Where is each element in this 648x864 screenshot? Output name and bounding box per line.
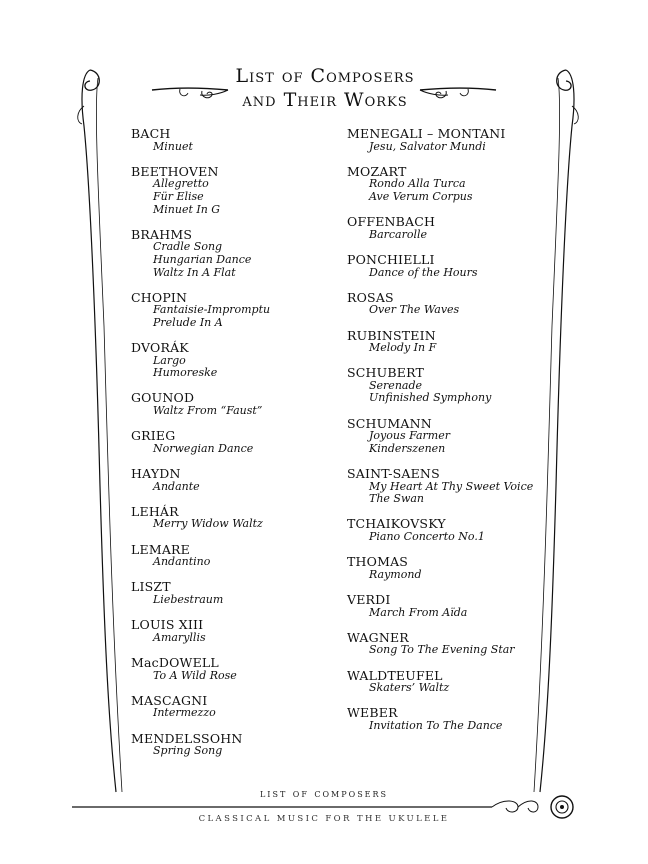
composer-entry: [347, 327, 557, 355]
composer-list-left: [131, 128, 331, 770]
composer-name: WALDTEUFEL: [347, 667, 443, 683]
work-title: Unfinished Symphony: [369, 391, 492, 405]
composer-entry: [131, 430, 331, 455]
vine-left-icon: [68, 66, 128, 796]
composer-entry: [131, 503, 331, 531]
composer-entry: [347, 367, 557, 405]
composer-entry: [131, 289, 331, 330]
page-title-line-1: List of Composers: [235, 65, 415, 87]
composer-entry: [131, 128, 331, 153]
work-title: Amaryllis: [153, 630, 206, 644]
work-title: Barcarolle: [369, 227, 428, 241]
work-title: Over The Waves: [369, 303, 460, 317]
work-title: The Swan: [369, 492, 425, 506]
composer-name: ROSAS: [347, 289, 394, 305]
work-title: Prelude In A: [153, 315, 223, 329]
work-title: Song To The Evening Star: [369, 643, 515, 657]
work-title: Skaters’ Waltz: [369, 681, 450, 695]
composer-entry: [131, 163, 331, 216]
composer-name: MASCAGNI: [131, 692, 208, 708]
work-title: Norwegian Dance: [153, 441, 254, 455]
composer-entry: [347, 591, 557, 619]
work-title: Rondo Alla Turca: [369, 177, 466, 191]
composer-entry: [131, 342, 331, 380]
composer-name: GOUNOD: [131, 390, 195, 406]
work-title: Waltz In A Flat: [153, 265, 236, 279]
composer-name: PONCHIELLI: [347, 251, 435, 267]
work-title: Für Elise: [153, 189, 204, 203]
flourish-right-icon: [418, 78, 498, 108]
composer-name: BACH: [131, 126, 171, 141]
composer-name: MENDELSSOHN: [131, 730, 243, 746]
composer-entry: [131, 654, 331, 682]
work-title: Melody In F: [369, 341, 437, 355]
composer-entry: [347, 415, 557, 456]
composer-name: MacDOWELL: [131, 654, 219, 670]
composer-name: DVORÁK: [131, 340, 189, 356]
composer-entry: [347, 667, 557, 695]
composer-entry: [347, 163, 557, 204]
composer-name: MENEGALI – MONTANI: [347, 126, 506, 141]
work-title: Joyous Farmer: [369, 429, 450, 443]
composer-name: VERDI: [347, 591, 391, 607]
composer-name: SCHUBERT: [347, 365, 425, 381]
composer-name: LEMARE: [131, 541, 190, 557]
composer-entry: [131, 226, 331, 279]
work-title: March From Aïda: [369, 605, 468, 619]
page-title: [200, 64, 450, 112]
composer-name: BEETHOVEN: [131, 163, 219, 179]
work-title: Liebestraum: [153, 592, 224, 606]
composer-name: SAINT-SAENS: [347, 466, 440, 482]
work-title: Raymond: [369, 567, 422, 581]
composer-entry: [347, 556, 557, 581]
composer-name: LOUIS XIII: [131, 617, 204, 633]
footer-book-title: CLASSICAL MUSIC FOR THE UKULELE: [198, 814, 450, 824]
composer-name: LISZT: [131, 579, 171, 595]
composer-name: OFFENBACH: [347, 214, 436, 230]
work-title: Serenade: [369, 378, 423, 392]
composer-name: RUBINSTEIN: [347, 327, 436, 343]
composer-entry: [131, 468, 331, 493]
composer-name: TCHAIKOVSKY: [347, 516, 446, 532]
work-title: Hungarian Dance: [153, 252, 252, 266]
work-title: Piano Concerto No.1: [369, 530, 485, 543]
work-title: Fantaisie-Impromptu: [153, 303, 271, 317]
work-title: Waltz From “Faust”: [153, 404, 263, 418]
composer-name: THOMAS: [347, 554, 409, 570]
composer-entry: [131, 692, 331, 720]
work-title: Humoreske: [153, 366, 218, 380]
composer-name: CHOPIN: [131, 289, 188, 305]
composer-entry: [347, 289, 557, 317]
composer-entry: [131, 619, 331, 644]
composer-name: SCHUMANN: [347, 415, 432, 431]
work-title: Allegretto: [153, 177, 209, 191]
composer-entry: [131, 581, 331, 606]
flourish-left-icon: [150, 78, 230, 108]
composer-entry: [347, 468, 557, 506]
composer-entry: [347, 216, 557, 241]
composer-name: WEBER: [347, 705, 398, 721]
composer-entry: [347, 518, 557, 543]
composer-name: HAYDN: [131, 466, 181, 482]
work-title: Kinderszenen: [369, 441, 446, 455]
composer-list-right: [347, 128, 557, 745]
composer-entry: [131, 730, 331, 758]
work-title: Invitation To The Dance: [369, 718, 503, 732]
work-title: Cradle Song: [153, 240, 223, 254]
work-title: Andante: [153, 479, 200, 493]
work-title: Spring Song: [153, 744, 223, 758]
composer-name: WAGNER: [347, 629, 409, 645]
work-title: Dance of the Hours: [369, 265, 478, 279]
page-title-line-2: and Their Works: [242, 89, 408, 111]
work-title: Merry Widow Waltz: [153, 517, 263, 531]
footer-section-title: list of composers: [259, 787, 389, 800]
composer-entry: [131, 541, 331, 569]
composer-entry: [347, 251, 557, 279]
work-title: Andantino: [153, 555, 211, 569]
work-title: Minuet: [153, 139, 193, 153]
composer-name: BRAHMS: [131, 226, 193, 242]
work-title: Ave Verum Corpus: [369, 189, 473, 203]
work-title: Jesu, Salvator Mundi: [369, 139, 486, 153]
composer-entry: [347, 707, 557, 732]
work-title: To A Wild Rose: [153, 668, 237, 682]
composer-name: LEHÁR: [131, 503, 179, 519]
work-title: Intermezzo: [153, 706, 216, 720]
composer-entry: [347, 629, 557, 657]
work-title: My Heart At Thy Sweet Voice: [369, 479, 534, 493]
work-title: Largo: [153, 353, 186, 367]
composer-entry: [131, 392, 331, 417]
composer-name: MOZART: [347, 163, 407, 179]
work-title: Minuet In G: [153, 202, 221, 216]
composer-entry: [347, 128, 557, 153]
composer-name: GRIEG: [131, 428, 176, 444]
